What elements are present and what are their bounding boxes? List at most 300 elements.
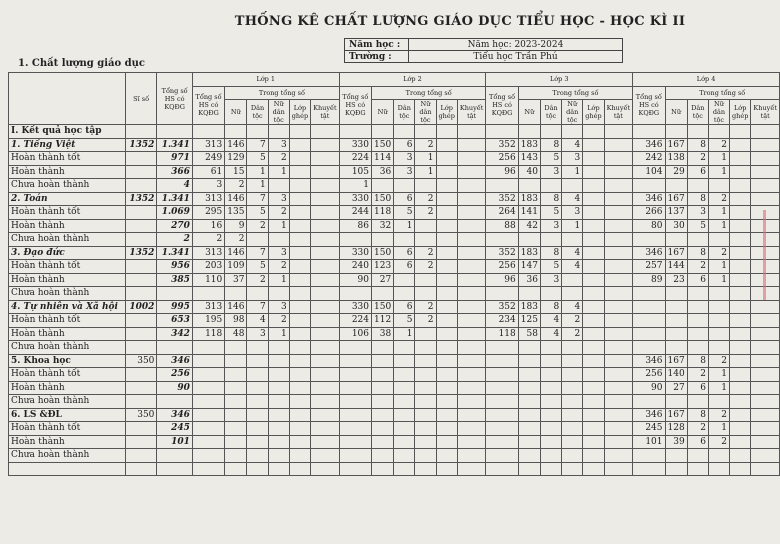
table-cell (562, 354, 583, 368)
table-cell (633, 314, 665, 328)
table-cell: 5 (540, 152, 561, 166)
table-cell (311, 395, 340, 409)
table-cell (268, 287, 289, 301)
row-label: Hoàn thành (9, 435, 126, 449)
table-cell (540, 179, 561, 193)
table-cell (394, 273, 415, 287)
table-cell: 61 (192, 165, 224, 179)
table-cell (562, 408, 583, 422)
table-cell (518, 354, 540, 368)
table-cell (311, 165, 340, 179)
table-cell: 6 (394, 300, 415, 314)
table-cell: 1002 (125, 300, 157, 314)
table-cell (583, 449, 604, 463)
table-cell (268, 422, 289, 436)
table-cell: 150 (372, 300, 394, 314)
table-cell (604, 125, 633, 139)
table-cell: 266 (633, 206, 665, 220)
table-cell (289, 422, 310, 436)
table-cell (457, 152, 486, 166)
table-cell (604, 152, 633, 166)
table-cell: 88 (486, 219, 518, 233)
table-cell (486, 179, 518, 193)
table-cell: 183 (518, 192, 540, 206)
table-cell: 330 (339, 138, 371, 152)
table-cell (311, 449, 340, 463)
table-cell (457, 408, 486, 422)
table-cell (289, 260, 310, 274)
table-cell (562, 381, 583, 395)
table-cell (457, 192, 486, 206)
table-cell (415, 341, 436, 355)
table-cell (583, 327, 604, 341)
table-cell: 4 (157, 179, 192, 193)
table-cell (457, 435, 486, 449)
table-cell (157, 462, 192, 476)
row-label: Hoàn thành tốt (9, 368, 126, 382)
table-cell (125, 233, 157, 247)
table-cell: 3 (562, 152, 583, 166)
table-cell (486, 125, 518, 139)
table-cell (665, 125, 687, 139)
table-cell (708, 287, 729, 301)
table-cell (604, 449, 633, 463)
table-cell (604, 260, 633, 274)
red-stamp-mark (763, 210, 780, 300)
row-label: Hoàn thành (9, 327, 126, 341)
table-cell (289, 435, 310, 449)
table-cell (687, 300, 708, 314)
header-lop2-dan-toc: Dân tộc (394, 100, 415, 125)
table-cell (583, 219, 604, 233)
table-cell (125, 165, 157, 179)
table-cell (751, 354, 780, 368)
table-cell: 3 (394, 165, 415, 179)
table-cell (339, 449, 371, 463)
table-cell: 346 (157, 354, 192, 368)
table-cell (311, 368, 340, 382)
row-label: Chưa hoàn thành (9, 395, 126, 409)
table-cell (436, 233, 457, 247)
table-cell (562, 341, 583, 355)
table-cell (339, 435, 371, 449)
table-cell (583, 273, 604, 287)
header-empty (9, 73, 126, 125)
table-cell: 5 (540, 260, 561, 274)
table-cell (665, 233, 687, 247)
table-cell: 257 (633, 260, 665, 274)
table-cell (289, 449, 310, 463)
table-cell: 2 (708, 435, 729, 449)
table-cell (311, 435, 340, 449)
table-cell (192, 435, 224, 449)
table-cell (604, 462, 633, 476)
table-cell (562, 462, 583, 476)
row-label: 4. Tự nhiên và Xã hội (9, 300, 126, 314)
table-cell (436, 408, 457, 422)
table-cell (687, 287, 708, 301)
table-cell: 140 (665, 368, 687, 382)
table-cell (394, 395, 415, 409)
table-cell (289, 152, 310, 166)
header-lop2-nu-dan-toc: Nữ dân tộc (415, 100, 436, 125)
table-cell: 256 (633, 368, 665, 382)
table-cell (125, 327, 157, 341)
table-cell: 16 (192, 219, 224, 233)
table-cell: 264 (486, 206, 518, 220)
table-cell: 1352 (125, 192, 157, 206)
table-cell (415, 449, 436, 463)
table-cell (708, 341, 729, 355)
table-cell (289, 395, 310, 409)
table-cell (225, 408, 247, 422)
table-cell (157, 125, 192, 139)
table-cell (518, 449, 540, 463)
table-cell: 2 (562, 314, 583, 328)
school-label: Trường : (345, 51, 409, 63)
table-cell: 1 (268, 165, 289, 179)
table-cell (687, 314, 708, 328)
table-cell (708, 233, 729, 247)
table-cell (665, 287, 687, 301)
table-cell (457, 179, 486, 193)
table-cell (247, 287, 268, 301)
table-cell (436, 368, 457, 382)
table-cell (289, 138, 310, 152)
header-lop1-dan-toc: Dân tộc (247, 100, 268, 125)
table-cell (372, 381, 394, 395)
table-cell: 2 (225, 179, 247, 193)
header-lop3: Lớp 3 (486, 73, 633, 87)
table-cell (415, 179, 436, 193)
table-cell (289, 314, 310, 328)
table-cell (687, 327, 708, 341)
table-cell (633, 287, 665, 301)
table-cell: 3 (687, 206, 708, 220)
table-cell: 106 (339, 327, 371, 341)
header-lop4-dan-toc: Dân tộc (687, 100, 708, 125)
table-row (9, 287, 780, 301)
table-cell: 118 (372, 206, 394, 220)
table-cell: 32 (372, 219, 394, 233)
header-lop4-lop-ghep: Lớp ghép (730, 100, 751, 125)
table-cell: 2 (708, 408, 729, 422)
table-cell (457, 395, 486, 409)
table-cell: 3 (394, 152, 415, 166)
table-cell (268, 341, 289, 355)
table-cell (311, 300, 340, 314)
school-value: Tiểu học Trần Phú (409, 51, 623, 63)
table-cell (125, 152, 157, 166)
table-cell: 1 (268, 327, 289, 341)
table-cell (540, 408, 561, 422)
table-cell (583, 314, 604, 328)
table-cell: 42 (518, 219, 540, 233)
table-cell: 6 (687, 381, 708, 395)
table-cell (394, 341, 415, 355)
table-cell (436, 125, 457, 139)
table-cell (225, 368, 247, 382)
table-cell (486, 422, 518, 436)
table-cell (730, 341, 751, 355)
table-cell (730, 260, 751, 274)
table-cell (604, 165, 633, 179)
table-cell (583, 422, 604, 436)
table-cell (311, 260, 340, 274)
table-cell: 8 (687, 354, 708, 368)
table-cell: 330 (339, 300, 371, 314)
table-cell (457, 165, 486, 179)
table-cell: 342 (157, 327, 192, 341)
table-cell (289, 408, 310, 422)
table-cell (730, 125, 751, 139)
table-cell (751, 327, 780, 341)
table-cell: 6 (394, 192, 415, 206)
table-cell (339, 368, 371, 382)
table-cell (518, 435, 540, 449)
table-cell (436, 192, 457, 206)
table-cell: 98 (225, 314, 247, 328)
table-cell: 3 (540, 165, 561, 179)
table-cell: 4 (562, 138, 583, 152)
table-cell: 167 (665, 192, 687, 206)
table-cell (311, 327, 340, 341)
table-cell (339, 341, 371, 355)
table-cell (125, 179, 157, 193)
table-cell (730, 138, 751, 152)
table-cell (125, 260, 157, 274)
row-label: Chưa hoàn thành (9, 233, 126, 247)
table-row (9, 422, 780, 436)
table-cell (486, 341, 518, 355)
table-cell: 1.069 (157, 206, 192, 220)
table-cell: 3 (247, 327, 268, 341)
table-cell (457, 219, 486, 233)
table-cell: 245 (633, 422, 665, 436)
table-cell: 2 (415, 138, 436, 152)
table-cell: 352 (486, 192, 518, 206)
header-lop3-total: Tổng số HS có KQĐG (486, 86, 518, 125)
table-cell (604, 273, 633, 287)
table-cell: 2 (192, 233, 224, 247)
table-cell: 8 (540, 246, 561, 260)
table-cell (518, 422, 540, 436)
table-cell: 1 (268, 273, 289, 287)
table-cell (436, 300, 457, 314)
table-cell: 2 (708, 138, 729, 152)
report-title: THỐNG KÊ CHẤT LƯỢNG GIÁO DỤC TIỂU HỌC - HỌC KÌ II (234, 14, 686, 29)
row-label: Chưa hoàn thành (9, 449, 126, 463)
table-cell (268, 449, 289, 463)
table-cell: 6 (687, 435, 708, 449)
table-cell: 245 (157, 422, 192, 436)
table-cell: 249 (192, 152, 224, 166)
table-cell: 2 (415, 314, 436, 328)
table-cell: 137 (665, 206, 687, 220)
table-cell (125, 341, 157, 355)
table-cell (394, 408, 415, 422)
header-lop4-nu-dan-toc: Nữ dân tộc (708, 100, 729, 125)
table-cell (247, 449, 268, 463)
table-cell (125, 422, 157, 436)
table-cell (192, 368, 224, 382)
table-cell: 350 (125, 354, 157, 368)
table-cell (730, 179, 751, 193)
table-cell (192, 462, 224, 476)
table-cell: 350 (125, 408, 157, 422)
table-cell (633, 449, 665, 463)
table-cell (583, 300, 604, 314)
table-cell (687, 341, 708, 355)
table-cell (604, 233, 633, 247)
table-cell: 8 (687, 408, 708, 422)
table-cell (751, 300, 780, 314)
table-cell (751, 314, 780, 328)
table-cell (247, 125, 268, 139)
table-cell: 5 (247, 152, 268, 166)
table-cell: 58 (518, 327, 540, 341)
table-cell: 346 (633, 408, 665, 422)
table-row (9, 462, 780, 476)
table-cell (604, 435, 633, 449)
table-cell (268, 408, 289, 422)
table-cell (311, 462, 340, 476)
table-cell: 244 (339, 206, 371, 220)
table-cell: 167 (665, 138, 687, 152)
table-cell (394, 287, 415, 301)
table-cell (562, 287, 583, 301)
table-cell: 1 (247, 165, 268, 179)
table-cell (436, 449, 457, 463)
table-cell: 313 (192, 246, 224, 260)
table-cell (540, 435, 561, 449)
table-cell (125, 381, 157, 395)
table-cell (457, 354, 486, 368)
table-cell (125, 368, 157, 382)
table-cell (289, 273, 310, 287)
table-row (9, 300, 780, 314)
table-cell (289, 233, 310, 247)
table-cell (415, 273, 436, 287)
table-cell (665, 341, 687, 355)
table-cell (562, 125, 583, 139)
table-cell (540, 287, 561, 301)
header-si-so: Sĩ số (125, 73, 157, 125)
table-cell: 2 (268, 152, 289, 166)
table-cell (436, 422, 457, 436)
table-cell (311, 233, 340, 247)
table-cell (633, 462, 665, 476)
table-cell (486, 408, 518, 422)
table-cell: 150 (372, 192, 394, 206)
table-cell (562, 449, 583, 463)
table-cell (604, 314, 633, 328)
table-cell: 80 (633, 219, 665, 233)
table-cell (436, 435, 457, 449)
table-cell: 352 (486, 300, 518, 314)
table-cell (339, 422, 371, 436)
table-cell (372, 462, 394, 476)
table-cell: 6 (394, 138, 415, 152)
table-cell (125, 125, 157, 139)
table-cell (486, 368, 518, 382)
table-cell: 147 (518, 260, 540, 274)
table-cell (289, 125, 310, 139)
table-cell (583, 192, 604, 206)
table-cell (268, 354, 289, 368)
table-row (9, 219, 780, 233)
table-cell (436, 179, 457, 193)
table-cell (436, 327, 457, 341)
header-total-kqdg: Tổng số HS có KQĐG (157, 73, 192, 125)
table-row (9, 327, 780, 341)
table-cell (604, 300, 633, 314)
table-cell: 138 (665, 152, 687, 166)
table-cell (604, 354, 633, 368)
table-cell (436, 273, 457, 287)
row-label: 2. Toán (9, 192, 126, 206)
table-cell (583, 381, 604, 395)
table-cell: 141 (518, 206, 540, 220)
table-cell (751, 165, 780, 179)
table-cell (562, 422, 583, 436)
table-cell: 4 (540, 314, 561, 328)
table-cell: 1 (415, 165, 436, 179)
table-cell: 109 (225, 260, 247, 274)
table-cell: 183 (518, 300, 540, 314)
table-cell (665, 179, 687, 193)
table-cell: 1 (562, 219, 583, 233)
table-cell (583, 138, 604, 152)
table-cell (518, 233, 540, 247)
table-cell: 114 (372, 152, 394, 166)
table-cell (394, 125, 415, 139)
table-cell (518, 462, 540, 476)
table-cell (289, 219, 310, 233)
table-cell: 256 (486, 260, 518, 274)
header-lop2-nu: Nữ (372, 100, 394, 125)
table-cell: 256 (486, 152, 518, 166)
table-cell (372, 354, 394, 368)
table-cell (311, 381, 340, 395)
table-cell (192, 449, 224, 463)
table-cell (268, 462, 289, 476)
meta-table (344, 38, 623, 63)
table-cell (415, 233, 436, 247)
table-cell (372, 125, 394, 139)
table-cell: 8 (687, 138, 708, 152)
table-cell (192, 381, 224, 395)
table-cell (372, 341, 394, 355)
table-cell (372, 395, 394, 409)
table-cell: 956 (157, 260, 192, 274)
table-cell (225, 381, 247, 395)
table-cell (339, 381, 371, 395)
table-cell (289, 179, 310, 193)
table-cell: 129 (225, 152, 247, 166)
table-cell (687, 395, 708, 409)
table-cell: 86 (339, 219, 371, 233)
table-cell (457, 462, 486, 476)
table-cell (268, 125, 289, 139)
table-cell (604, 219, 633, 233)
table-cell: 150 (372, 138, 394, 152)
table-cell (192, 354, 224, 368)
table-cell (311, 422, 340, 436)
table-cell: 4 (562, 300, 583, 314)
table-cell (687, 462, 708, 476)
table-cell (436, 395, 457, 409)
